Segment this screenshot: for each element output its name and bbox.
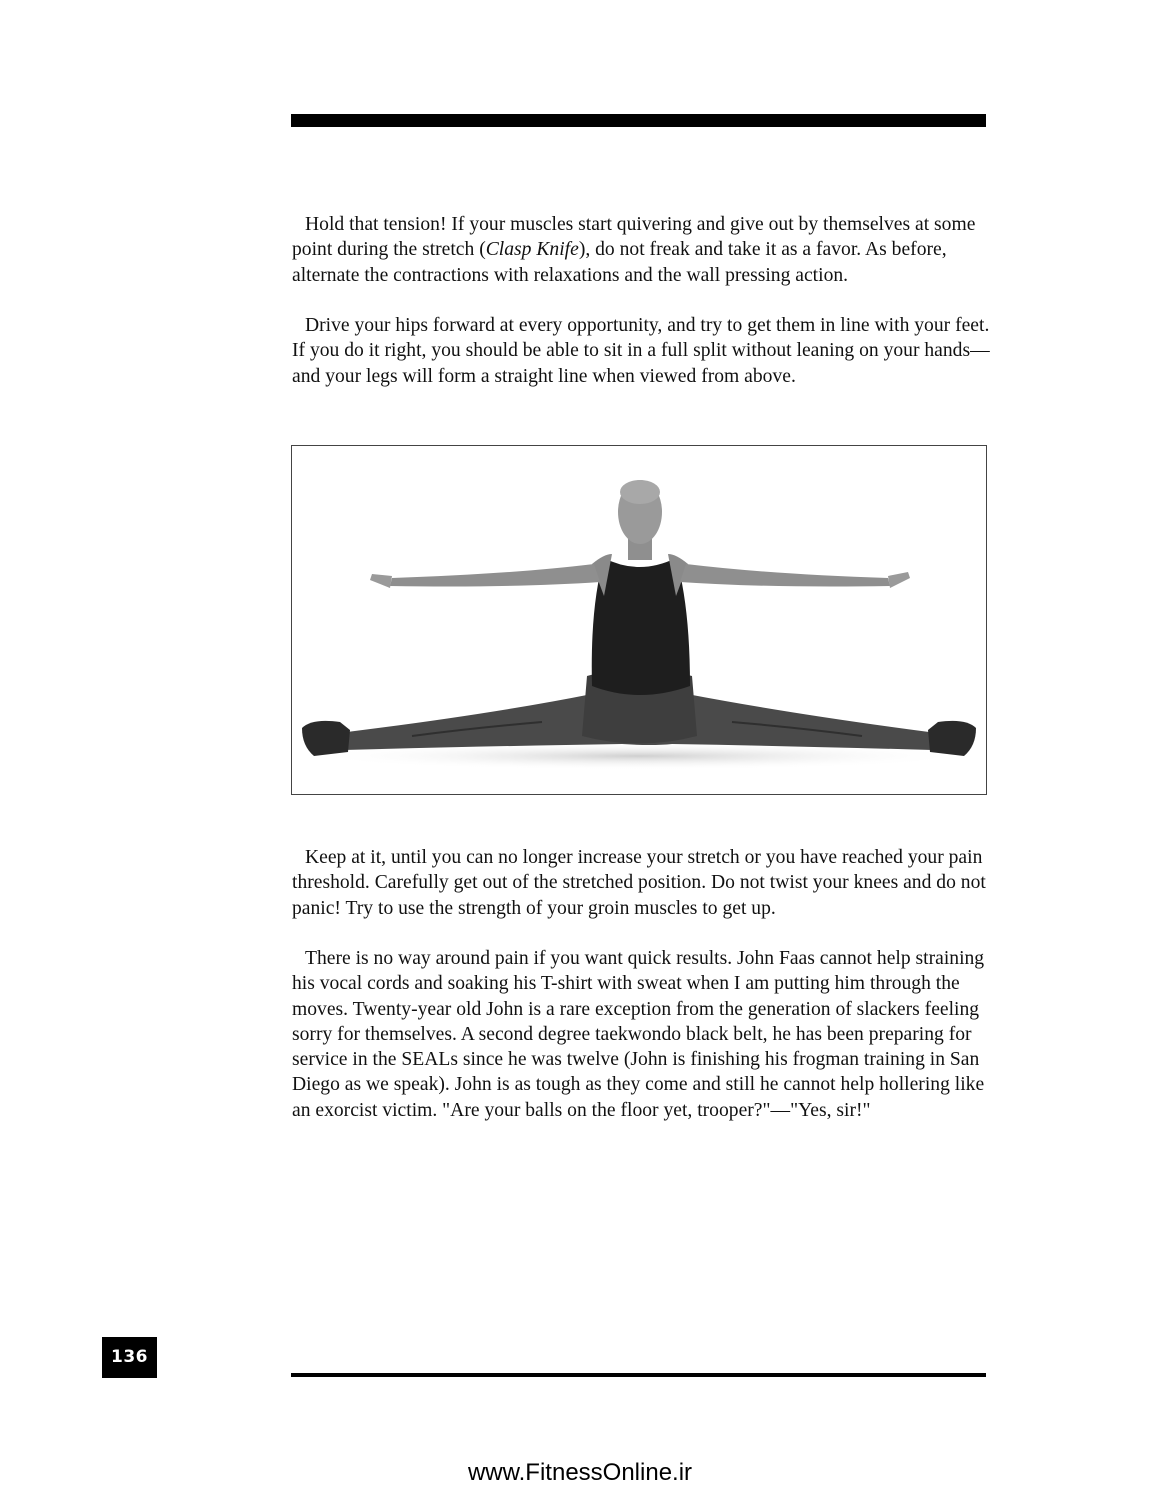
bottom-rule	[291, 1373, 986, 1377]
footer-url: www.FitnessOnline.ir	[467, 1459, 693, 1486]
paragraph-3: Keep at it, until you can no longer increase your stretch or you have reached your pain threshold. Carefully get out of the stretched position. Do not twist your knees and do not panic! Try to use the strength of your groin muscles to get up.	[292, 847, 986, 919]
paragraph-1-italic-term: Clasp Knife	[485, 239, 579, 261]
paragraph-1-text-start: Hold that tension! If your muscles start quivering and give out by themselves at some point during the stretch (	[292, 214, 976, 261]
split-stretch-photo	[291, 445, 987, 795]
page-number: 136	[102, 1337, 157, 1378]
top-rule	[291, 114, 986, 127]
paragraph-4: There is no way around pain if you want quick results. John Faas cannot help straining his vocal cords and soaking his T-shirt with sweat when I am putting him through the moves. Twenty-year old John is a rare exception from the generation of slackers feeling sorry for themselves. A second degree taekwondo black belt, he has been preparing for service in the SEALs since he was twelve (John is finishing his frogman training in San Diego as we speak). John is as tough as they come and still he cannot help hollering like an exorcist victim. "Are your balls on the floor yet, trooper?"—"Yes, sir!"	[292, 948, 985, 1121]
paragraph-2: Drive your hips forward at every opportunity, and try to get them in line with your feet. If you do it right, you should be able to sit in a full split without leaning on your hands—and your legs will form a straight line when viewed from above.	[292, 315, 990, 387]
paragraph-1	[292, 212, 992, 288]
man-doing-side-split-illustration	[292, 446, 986, 794]
paragraph-1-text-end: ), do not freak and take it as a favor. As before, alternate the contractions with relaxations and the wall pressing action.	[292, 239, 947, 286]
